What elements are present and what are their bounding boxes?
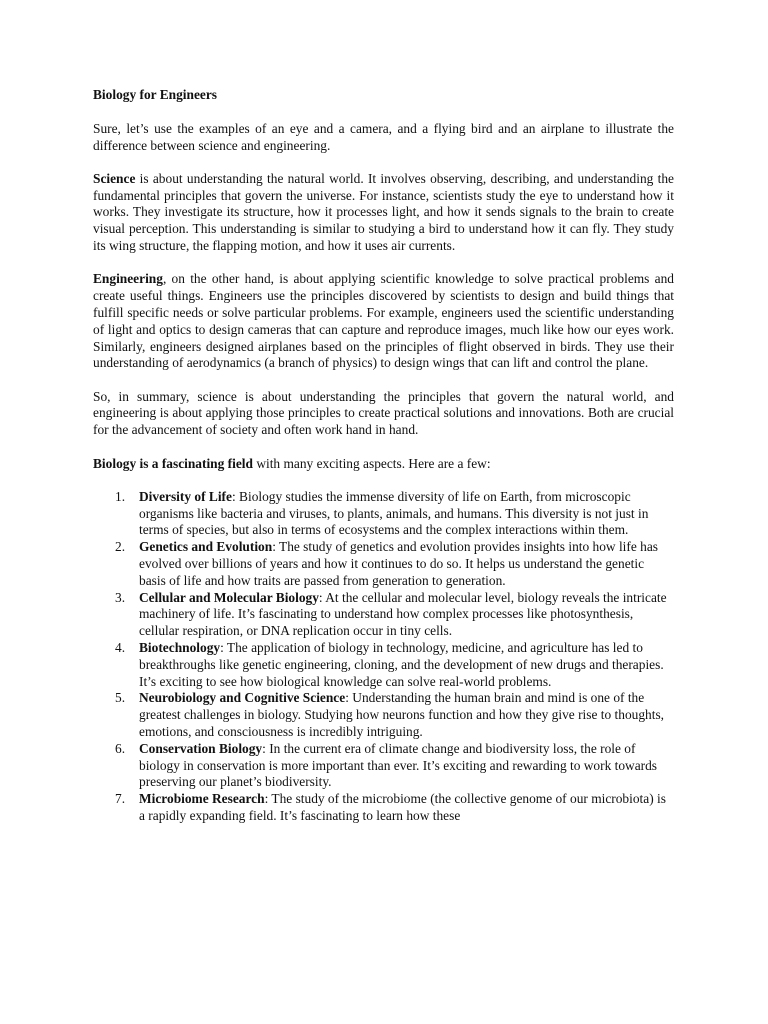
engineering-paragraph [93,271,674,372]
list-item-term: Diversity of Life [139,488,232,504]
list-item-number: 3. [115,589,126,605]
list-item-term: Cellular and Molecular Biology [139,589,319,605]
list-item [93,791,674,825]
engineering-text: , on the other hand, is about applying scientific knowledge to solve practical problems and create useful things. Engineers use the principles discovered by scientists to design and build things that fulfill specific needs or solve particular problems. For example, engineers used the scientific understanding of light and optics to design cameras that can capture and reproduce images, much like how our eyes work. Similarly, engineers designed airplanes based on the principles of flight observed in birds. They use their understanding of aerodynamics (a branch of physics) to design wings that can lift and control the plane. [93,271,674,371]
list-item [93,590,674,640]
aspects-list [93,489,674,825]
list-item-text: : The study of the microbiome (the collective genome of our microbiota) is a rapidly expanding field. It’s fascinating to learn how these [139,791,666,823]
summary-paragraph: So, in summary, science is about understanding the principles that govern the natural world, and engineering is about applying those principles to create practical solutions and innovations. Both are crucial for the advancement of society and often work hand in hand. [93,388,674,438]
list-item-term: Neurobiology and Cognitive Science [139,690,346,706]
science-term: Science [93,170,136,186]
list-item-text: : The application of biology in technology, medicine, and agriculture has led to breakthroughs like genetic engineering, cloning, and the development of new drugs and therapies. It’s exciting to see how biological knowledge can solve real-world problems. [139,640,664,689]
list-item-number: 1. [115,488,126,504]
list-item [93,539,674,589]
list-item [93,741,674,791]
list-item-text: : In the current era of climate change and biodiversity loss, the role of biology in conservation is more important than ever. It’s exciting and rewarding to work towards preserving our planet’s biodiversity. [139,740,658,790]
fascinating-paragraph [93,456,674,473]
list-item-number: 4. [115,640,126,656]
document-title: Biology for Engineers [93,87,217,102]
list-item-text: : The study of genetics and evolution provides insights into how life has evolved over billions of years and how it continues to do so. It helps us understand the genetic basis of life and how traits are passed from generation to generation. [139,539,658,588]
engineering-term: Engineering [93,271,163,287]
list-item-number: 2. [115,539,126,555]
list-item-text: : Understanding the human brain and mind is one of the greatest challenges in biology. Studying how neurons function and how they give rise to thoughts, emotions, and consciousness is incredibly intriguing. [139,690,664,739]
list-item-number: 5. [115,690,126,706]
fascinating-term: Biology is a fascinating field [93,455,253,471]
list-item-text: : Biology studies the immense diversity of life on Earth, from microscopic organisms like bacteria and viruses, to plants, animals, and humans. This diversity is not just in terms of species, but also in terms of ecosystems and the complex interactions within them. [139,488,649,538]
list-item [93,690,674,740]
list-item-number: 7. [115,791,126,807]
list-item-number: 6. [115,740,126,756]
list-item [93,640,674,690]
list-item-term: Genetics and Evolution [139,539,273,555]
science-paragraph [93,171,674,255]
list-item-term: Conservation Biology [139,740,263,756]
list-item [93,489,674,539]
fascinating-text: with many exciting aspects. Here are a few: [252,455,491,471]
science-text: is about understanding the natural world. It involves observing, describing, and understanding the fundamental principles that govern the universe. For instance, scientists study the eye to understand how it works. They investigate its structure, how it processes light, and how it sends signals to the brain to create visual perception. This understanding is similar to studying a bird to understand how it can fly. They study its wing structure, the flapping motion, and how it uses air currents. [93,170,674,254]
list-item-term: Microbiome Research [139,791,265,807]
intro-paragraph: Sure, let’s use the examples of an eye and a camera, and a flying bird and an airplane to illustrate the difference between science and engineering. [93,120,674,153]
list-item-term: Biotechnology [139,640,221,656]
list-item-text: : At the cellular and molecular level, biology reveals the intricate machinery of life. It’s fascinating to understand how complex processes like photosynthesis, cellular respiration, or DNA replication occur in tiny cells. [139,589,667,639]
document-page [93,87,674,825]
